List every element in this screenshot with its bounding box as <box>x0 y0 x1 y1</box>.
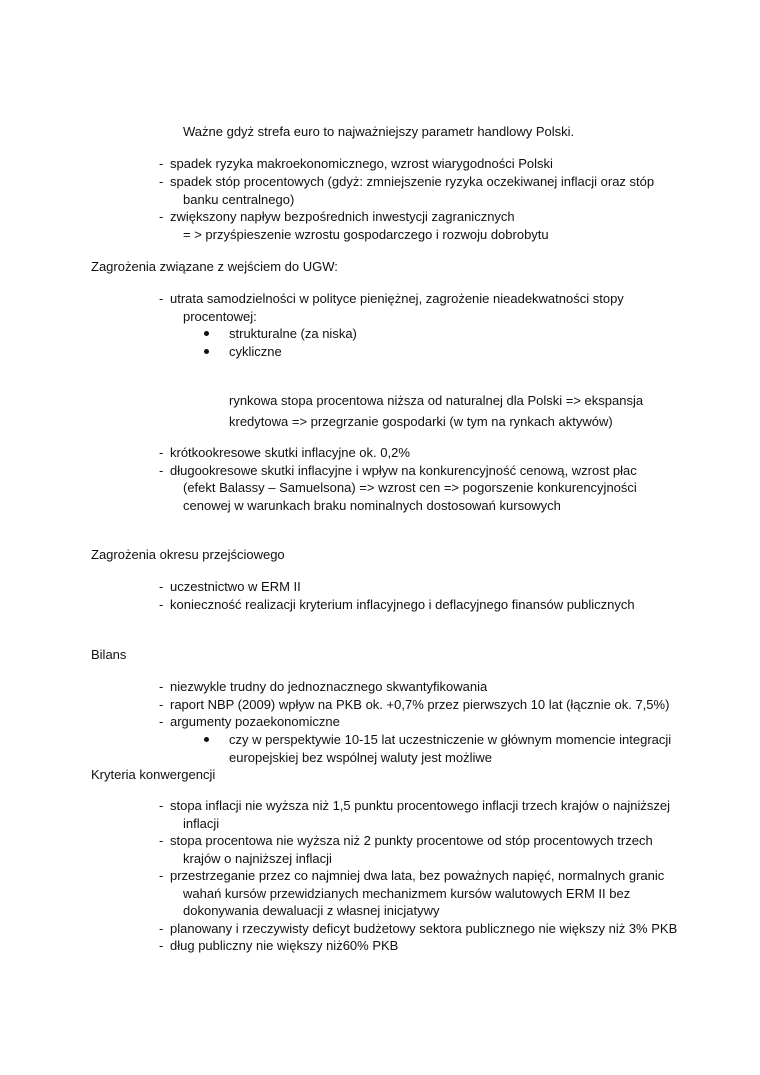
list-dash: - <box>159 579 164 594</box>
threat-note-line-2: kredytowa => przegrzanie gospodarki (w tym na rynkach aktywów) <box>229 414 613 429</box>
transition-item-1: uczestnictwo w ERM II <box>170 579 301 594</box>
list-dash: - <box>159 291 164 306</box>
threats-heading: Zagrożenia związane z wejściem do UGW: <box>91 259 338 274</box>
benefit-result: = > przyśpieszenie wzrostu gospodarczego i rozwoju dobrobytu <box>183 227 549 242</box>
transition-heading: Zagrożenia okresu przejściowego <box>91 547 285 562</box>
benefit-item-3: zwiększony napływ bezpośrednich inwestycji zagranicznych <box>170 209 515 224</box>
criteria-item-3-line-2: wahań kursów przewidzianych mechanizmem kursów walutowych ERM II bez <box>183 886 631 901</box>
criteria-item-1-line-1: stopa inflacji nie wyższa niż 1,5 punktu procentowego inflacji trzech krajów o najniższej <box>170 798 671 813</box>
threat-note-line-1: rynkowa stopa procentowa niższa od naturalnej dla Polski => ekspansja <box>229 393 644 408</box>
criteria-item-4: planowany i rzeczywisty deficyt budżetowy sektora publicznego nie większy niż 3% PKB <box>170 921 678 936</box>
intro-line: Ważne gdyż strefa euro to najważniejszy parametr handlowy Polski. <box>183 124 575 139</box>
bilans-subitem-line-2: europejskiej bez wspólnej waluty jest możliwe <box>229 750 493 765</box>
list-dash: - <box>159 445 164 460</box>
list-dash: - <box>159 833 164 848</box>
bilans-heading: Bilans <box>91 647 127 662</box>
threat-item-3-line-1: długookresowe skutki inflacyjne i wpływ na konkurencyjność cenową, wzrost płac <box>170 463 637 478</box>
bilans-item-1: niezwykle trudny do jednoznacznego skwantyfikowania <box>170 679 488 694</box>
list-dash: - <box>159 209 164 224</box>
threat-item-3-line-3: cenowej w warunkach braku nominalnych dostosowań kursowych <box>183 498 561 513</box>
transition-item-2: konieczność realizacji kryterium inflacyjnego i deflacyjnego finansów publicznych <box>170 597 635 612</box>
bullet-dot <box>204 349 209 354</box>
threat-item-1-line-1: utrata samodzielności w polityce pieniężnej, zagrożenie nieadekwatności stopy <box>170 291 624 306</box>
list-dash: - <box>159 174 164 189</box>
bilans-item-3: argumenty pozaekonomiczne <box>170 714 340 729</box>
criteria-item-2-line-2: krajów o najniższej inflacji <box>183 851 332 866</box>
bilans-subitem-line-1: czy w perspektywie 10-15 lat uczestniczenie w głównym momencie integracji <box>229 732 672 747</box>
list-dash: - <box>159 679 164 694</box>
criteria-item-5: dług publiczny nie większy niż60% PKB <box>170 938 399 953</box>
list-dash: - <box>159 868 164 883</box>
threat-subitem-2: cykliczne <box>229 344 282 359</box>
criteria-heading: Kryteria konwergencji <box>91 767 216 782</box>
threat-item-1-line-2: procentowej: <box>183 309 257 324</box>
list-dash: - <box>159 697 164 712</box>
threat-item-3-line-2: (efekt Balassy – Samuelsona) => wzrost cen => pogorszenie konkurencyjności <box>183 480 637 495</box>
benefit-item-1: spadek ryzyka makroekonomicznego, wzrost wiarygodności Polski <box>170 156 553 171</box>
list-dash: - <box>159 156 164 171</box>
list-dash: - <box>159 938 164 953</box>
threat-subitem-1: strukturalne (za niska) <box>229 326 357 341</box>
criteria-item-2-line-1: stopa procentowa nie wyższa niż 2 punkty procentowe od stóp procentowych trzech <box>170 833 653 848</box>
bullet-dot <box>204 737 209 742</box>
bullet-dot <box>204 331 209 336</box>
bilans-item-2: raport NBP (2009) wpływ na PKB ok. +0,7% przez pierwszych 10 lat (łącznie ok. 7,5%) <box>170 697 670 712</box>
threat-item-2: krótkookresowe skutki inflacyjne ok. 0,2% <box>170 445 410 460</box>
criteria-item-3-line-3: dokonywania dewaluacji z własnej inicjatywy <box>183 903 440 918</box>
list-dash: - <box>159 597 164 612</box>
criteria-item-3-line-1: przestrzeganie przez co najmniej dwa lata, bez poważnych napięć, normalnych granic <box>170 868 665 883</box>
criteria-item-1-line-2: inflacji <box>183 816 220 831</box>
list-dash: - <box>159 921 164 936</box>
list-dash: - <box>159 714 164 729</box>
list-dash: - <box>159 798 164 813</box>
benefit-item-2-line-2: banku centralnego) <box>183 192 295 207</box>
benefit-item-2-line-1: spadek stóp procentowych (gdyż: zmniejszenie ryzyka oczekiwanej inflacji oraz stóp <box>170 174 655 189</box>
list-dash: - <box>159 463 164 478</box>
